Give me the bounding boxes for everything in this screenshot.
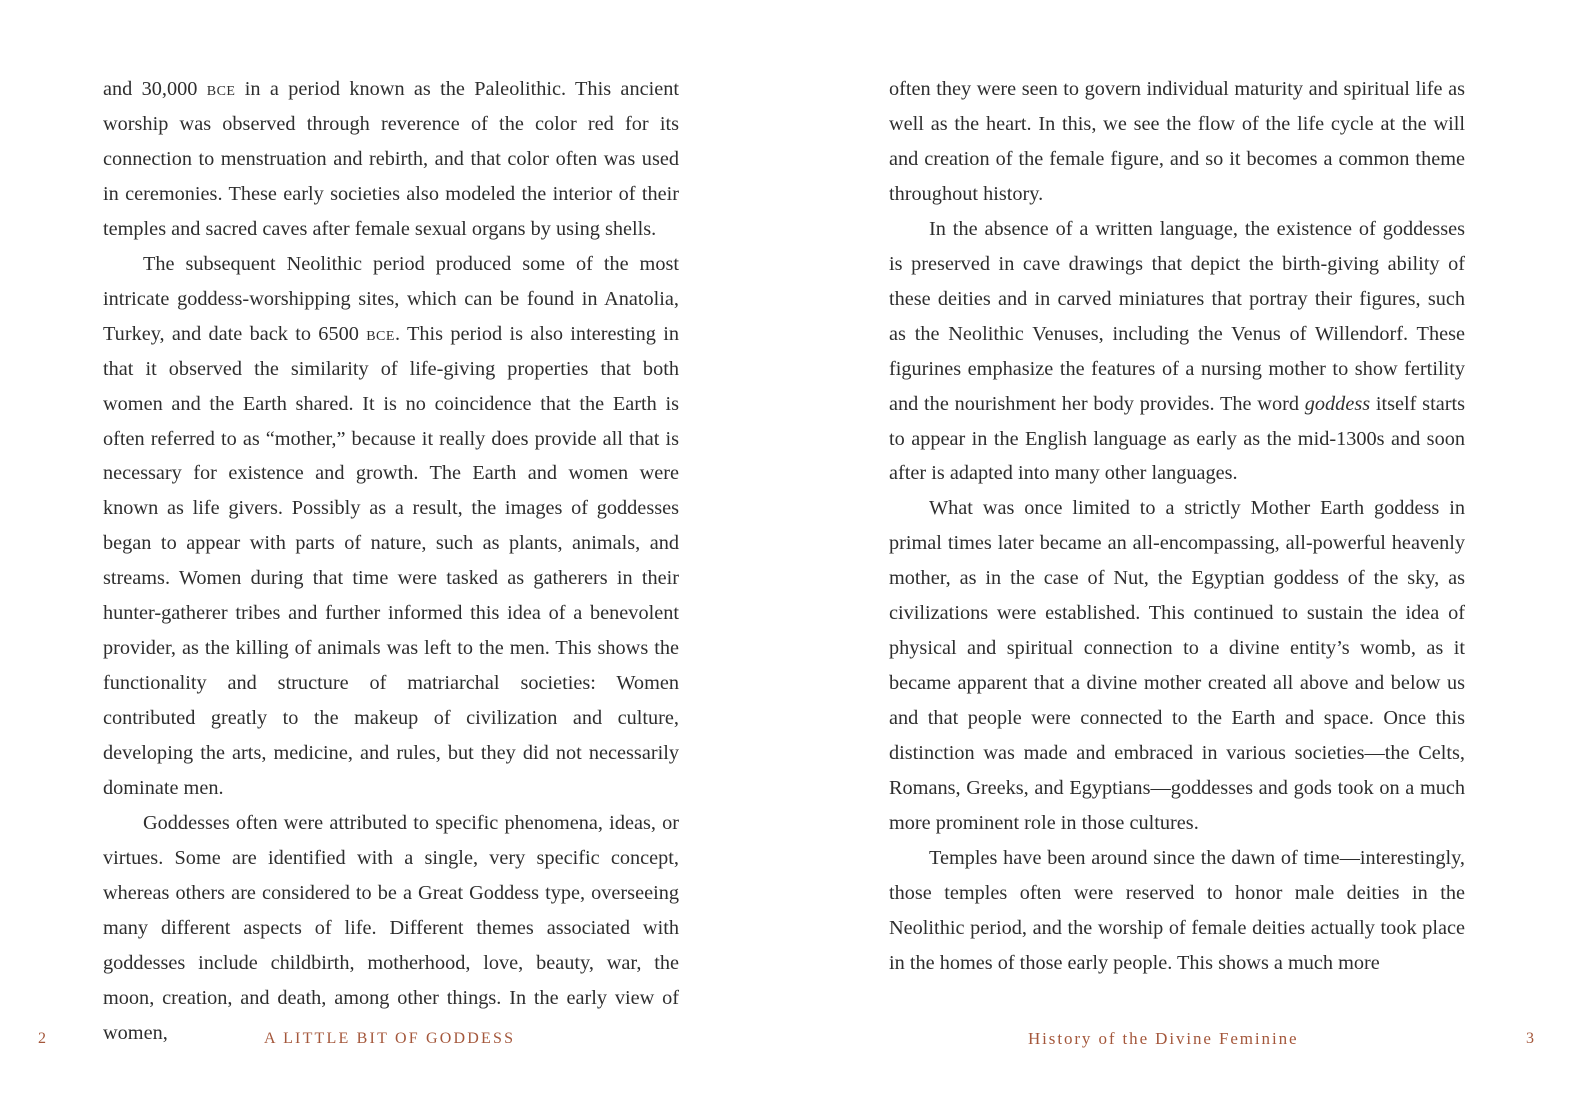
paragraph [889,212,1465,492]
era-abbreviation: bce [206,78,236,100]
paragraph-text: The subsequent Neolithic period produced some of the most intricate goddess-worshipping sites, which can be found in Anatolia, Turkey, and date back to 6500 [103,252,679,345]
paragraph [103,72,679,247]
running-head-book-title: A LITTLE BIT OF GODDESS [264,1030,516,1047]
paragraph: Goddesses often were attributed to specific phenomena, ideas, or virtues. Some are identified with a single, very specific concept, whereas others are considered to be a Great Goddess type, overseeing many different aspects of life. Different themes associated with goddesses include childbirth, motherhood, love, beauty, war, the moon, creation, and death, among other things. In the early view of women, [103,812,679,1044]
emphasized-word: goddess [1304,392,1371,415]
paragraph [103,247,679,806]
paragraph: Temples have been around since the dawn of time—interestingly, those temples often were reserved to honor male deities in the Neolithic period, and the worship of female deities actually took place in the homes of those early people. This shows a much more [889,846,1465,974]
left-text-column [103,72,679,1051]
page-number: 3 [1526,1030,1534,1047]
running-head-chapter-title: History of the Divine Feminine [1028,1029,1299,1048]
paragraph-text: . This period is also interesting in that it observed the similarity of life-giving properties that both women and the Earth shared. It is no coincidence that the Earth is often referred to as “mother,” because it really does provide all that is necessary for existence and growth. The Earth and women were known as life givers. Possibly as a result, the images of goddesses began to appear with parts of nature, such as plants, animals, and streams. Women during that time were tasked as gatherers in their hunter-gatherer tribes and further informed this idea of a benevolent provider, as the killing of animals was left to the men. This shows the functionality and structure of matriarchal societies: Women contributed greatly to the makeup of civilization and culture, developing the arts, medicine, and rules, but they did not necessarily dominate men. [103,322,679,800]
paragraph: often they were seen to govern individual maturity and spiritual life as well as the heart. In this, we see the flow of the life cycle at the will and creation of the female figure, and so it becomes a common theme throughout history. [889,78,1465,205]
paragraph-text: itself starts to appear in the English language as early as the mid-1300s and soon after is adapted into many other languages. [889,392,1465,485]
paragraph: What was once limited to a strictly Mother Earth goddess in primal times later became an all-encompassing, all-powerful heavenly mother, as in the case of Nut, the Egyptian goddess of the sky, as civilizations were established. This continued to sustain the idea of physical and spiritual connection to a divine entity’s womb, as it became apparent that a divine mother created all above and below us and that people were connected to the Earth and space. Once this distinction was made and embraced in various societies—the Celts, Romans, Greeks, and Egyptians—goddesses and gods took on a much more prominent role in those cultures. [889,497,1465,835]
era-abbreviation: bce [366,322,395,345]
paragraph-text: in a period known as the Paleolithic. This ancient worship was observed through reverence of the color red for its connection to menstruation and rebirth, and that color often was used in ceremonies. These early societies also modeled the interior of their temples and sacred caves after female sexual organs by using shells. [103,78,679,240]
paragraph-text: In the absence of a written language, the existence of goddesses is preserved in cave drawings that depict the birth-giving ability of these deities and in carved miniatures that portray their figures, such as the Neolithic Venuses, including the Venus of Willendorf. These figurines emphasize the features of a nursing mother to show fertility and the nourishment her body provides. The word [889,217,1465,415]
right-page [798,0,1596,1116]
page-number: 2 [38,1030,46,1047]
paragraph-text: and 30,000 [103,78,207,100]
right-text-column [889,72,1465,981]
